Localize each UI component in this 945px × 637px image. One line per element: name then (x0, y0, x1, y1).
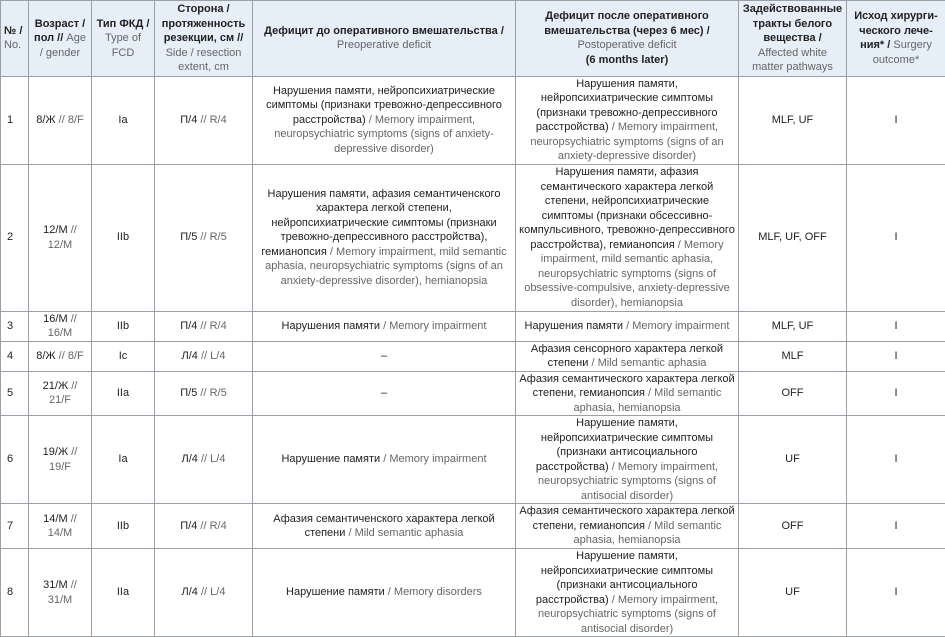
header-age: Возраст / пол // Age / gender (29, 1, 92, 77)
cell-preop-deficit: Нарушения памяти, нейропсихиатрические симптомы (признаки тревожно-депрессивного расстройства) / Memory impairment, neuropsychiatric symptoms (signs of anxiety-depressive disorder) (253, 76, 516, 164)
cell-age-gender: 8/Ж // 8/F (29, 76, 92, 164)
cell-side-extent: Л/4 // L/4 (155, 341, 253, 371)
cell-preop-deficit: Нарушение памяти / Memory disorders (253, 549, 516, 637)
cell-no: 8 (1, 549, 29, 637)
cell-side-extent: П/5 // R/5 (155, 164, 253, 311)
cell-postop-deficit: Нарушения памяти / Memory impairment (516, 311, 739, 341)
cell-no: 6 (1, 416, 29, 504)
cell-fcd-type: Ia (92, 76, 155, 164)
cell-preop-deficit: Нарушения памяти, афазия семантиченского характера легкой степени, нейропсихиатрические симптомы (признаки тревожно-депрессивного расстройства), гемианопсия / Memory impairment, mild semantic aphasia, neuropsychiatric symptoms (signs of an anxiety-depressive disorder), hemianopsia (253, 164, 516, 311)
cell-age-gender: 19/Ж // 19/F (29, 416, 92, 504)
cell-postop-deficit: Нарушение памяти, нейропсихиатрические симптомы (признаки антисоциального расстройства) / Memory impairment, neuropsychiatric symptoms (signs of antisocial disorder) (516, 416, 739, 504)
cell-no: 4 (1, 341, 29, 371)
cell-age-gender: 21/Ж // 21/F (29, 371, 92, 416)
table-row (1, 371, 945, 416)
cell-fcd-type: IIa (92, 549, 155, 637)
header-no: № / No. (1, 1, 29, 77)
cell-tracts: UF (739, 549, 847, 637)
cell-outcome: I (847, 164, 945, 311)
cell-fcd-type: Ic (92, 341, 155, 371)
cell-age-gender: 14/M // 14/M (29, 504, 92, 549)
cell-tracts: MLF, UF (739, 76, 847, 164)
table-row (1, 549, 945, 637)
header-row (1, 1, 945, 77)
cell-preop-deficit: Нарушения памяти / Memory impairment (253, 311, 516, 341)
cell-outcome: I (847, 416, 945, 504)
header-side-extent: Сторона / протяженность резекции, см // Side / resection extent, cm (155, 1, 253, 77)
cell-outcome: I (847, 371, 945, 416)
cell-outcome: I (847, 504, 945, 549)
cell-outcome: I (847, 76, 945, 164)
cell-preop-deficit: Нарушение памяти / Memory impairment (253, 416, 516, 504)
cell-postop-deficit: Афазия семантического характера легкой степени, гемианопсия / Mild semantic aphasia, hemianopsia (516, 504, 739, 549)
header-tracts: Задействованные тракты белого вещества / Affected white matter pathways (739, 1, 847, 77)
table-row (1, 76, 945, 164)
cell-tracts: MLF, UF, OFF (739, 164, 847, 311)
cell-fcd-type: IIa (92, 371, 155, 416)
cell-preop-deficit: – (253, 341, 516, 371)
cell-side-extent: Л/4 // L/4 (155, 549, 253, 637)
cell-tracts: MLF, UF (739, 311, 847, 341)
table-row (1, 311, 945, 341)
cell-postop-deficit: Афазия семантического характера легкой степени, гемианопсия / Mild semantic aphasia, hemianopsia (516, 371, 739, 416)
cell-side-extent: П/5 // R/5 (155, 371, 253, 416)
cell-no: 2 (1, 164, 29, 311)
cell-postop-deficit: Нарушения памяти, нейропсихиатрические симптомы (признаки тревожно-депрессивного расстройства) / Memory impairment, neuropsychiatric symptoms (signs of an anxiety-depressive disorder) (516, 76, 739, 164)
cell-postop-deficit: Афазия сенсорного характера легкой степени / Mild semantic aphasia (516, 341, 739, 371)
cell-outcome: I (847, 311, 945, 341)
table-row (1, 504, 945, 549)
cell-no: 5 (1, 371, 29, 416)
cell-no: 1 (1, 76, 29, 164)
cell-tracts: UF (739, 416, 847, 504)
cell-fcd-type: IIb (92, 504, 155, 549)
cell-postop-deficit: Нарушение памяти, нейропсихиатрические симптомы (признаки антисоциального расстройства) / Memory impairment, neuropsychiatric symptoms (signs of antisocial disorder) (516, 549, 739, 637)
cell-fcd-type: IIb (92, 164, 155, 311)
cell-age-gender: 16/M // 16/M (29, 311, 92, 341)
cell-preop-deficit: – (253, 371, 516, 416)
cell-tracts: OFF (739, 504, 847, 549)
cell-tracts: MLF (739, 341, 847, 371)
cell-preop-deficit: Афазия семантиченского характера легкой степени / Mild semantic aphasia (253, 504, 516, 549)
cell-fcd-type: Ia (92, 416, 155, 504)
cell-no: 7 (1, 504, 29, 549)
cell-age-gender: 8/Ж // 8/F (29, 341, 92, 371)
table-row (1, 416, 945, 504)
cell-age-gender: 31/M // 31/M (29, 549, 92, 637)
cell-outcome: I (847, 549, 945, 637)
cell-outcome: I (847, 341, 945, 371)
cell-age-gender: 12/M // 12/M (29, 164, 92, 311)
cell-postop-deficit: Нарушения памяти, афазия семантического характера легкой степени, нейропсихиатрические симптомы (признаки обсессивно-компульсивного, тревожно-депрессивного расстройства), гемианопсия / Memory impairment, mild semantic aphasia, neuropsychiatric symptoms (signs of obsessive-compulsive, anxiety-depressive disorder), hemianopsia (516, 164, 739, 311)
cell-fcd-type: IIb (92, 311, 155, 341)
table-row (1, 341, 945, 371)
cell-no: 3 (1, 311, 29, 341)
cell-side-extent: П/4 // R/4 (155, 76, 253, 164)
cell-side-extent: П/4 // R/4 (155, 311, 253, 341)
cell-side-extent: П/4 // R/4 (155, 504, 253, 549)
cell-tracts: OFF (739, 371, 847, 416)
header-outcome: Исход хирурги-ческого лече-ния* / Surgery outcome* (847, 1, 945, 77)
header-postop-deficit: Дефицит после оперативного вмешательства (через 6 мес) / Postoperative deficit (6 months later) (516, 1, 739, 77)
header-fcd-type: Тип ФКД / Type of FCD (92, 1, 155, 77)
header-preop-deficit: Дефицит до оперативного вмешательства / Preoperative deficit (253, 1, 516, 77)
cell-side-extent: Л/4 // L/4 (155, 416, 253, 504)
table-row (1, 164, 945, 311)
